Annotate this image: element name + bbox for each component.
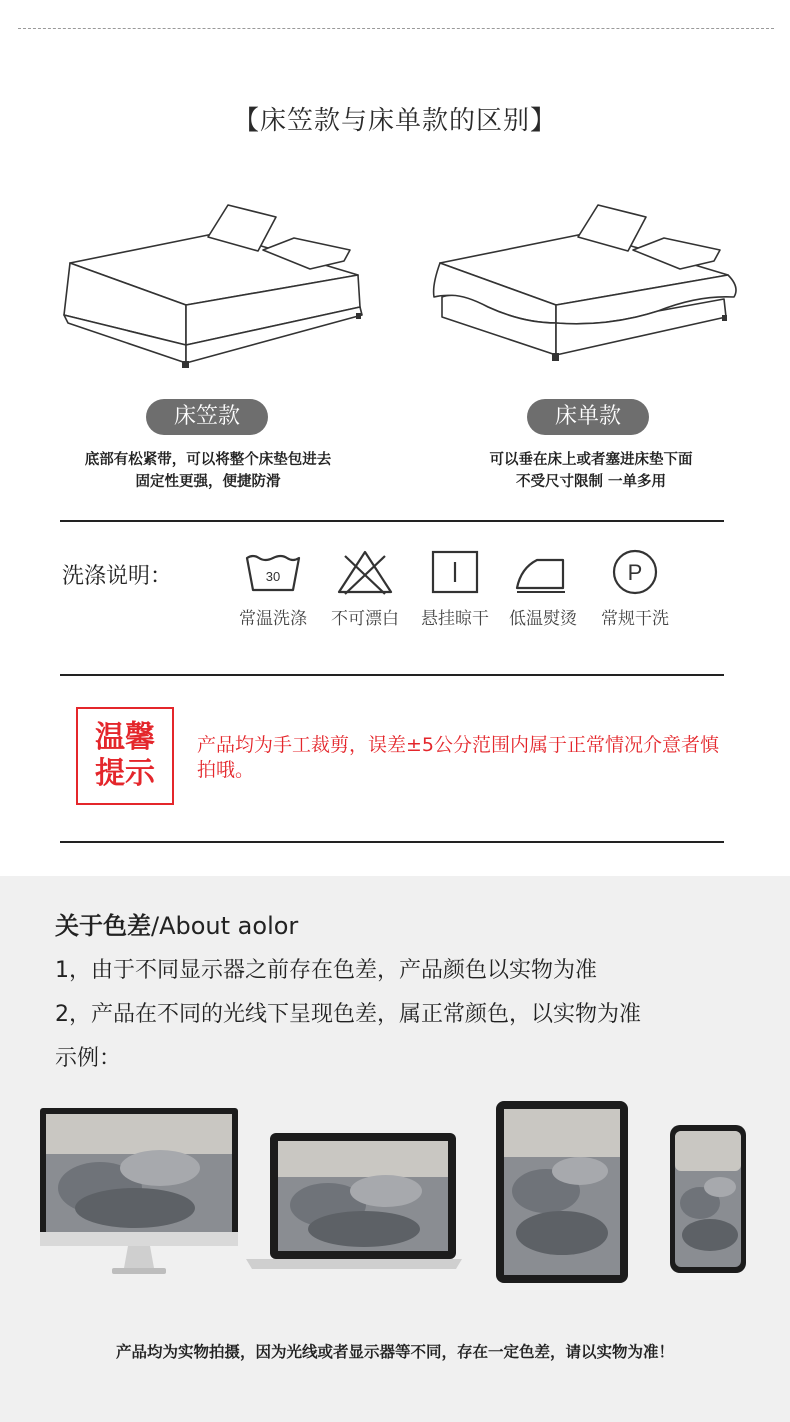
notice-badge-line2: 提示: [95, 756, 155, 791]
fitted-sheet-desc-line1: 底部有松紧带，可以将整个床垫包进去: [84, 452, 332, 468]
section-title: 【床笠款与床单款的区别】: [232, 106, 557, 136]
wash-30-icon: [243, 548, 303, 596]
flat-sheet-bed-icon: [428, 195, 738, 375]
color-line-1: 1，由于不同显示器之前存在色差，产品颜色以实物为准: [55, 958, 597, 983]
wash-item: [230, 548, 316, 629]
wash-item: [592, 548, 678, 629]
low-iron-icon: [511, 548, 575, 596]
dry-clean-symbol: P: [627, 560, 643, 585]
heading-cn: 关于色差: [55, 912, 151, 940]
wash-item: [322, 548, 408, 629]
fitted-sheet-bed-icon: [58, 195, 368, 375]
wash-item: [412, 548, 498, 629]
washing-label: 洗涤说明：: [62, 564, 173, 589]
laptop-icon: [246, 1133, 462, 1271]
footer-note: 产品均为实物拍摄，因为光线或者显示器等不同，存在一定色差，请以实物为准！: [115, 1343, 674, 1361]
color-line-2: 2，产品在不同的光线下呈现色差，属正常颜色，以实物为准: [55, 1002, 641, 1027]
wash-item-label: 常规干洗: [601, 609, 669, 629]
notice-badge: [76, 707, 174, 805]
notice-badge-line1: 温馨: [95, 720, 155, 755]
hang-dry-icon: [425, 548, 485, 596]
divider-line: [60, 841, 724, 843]
no-bleach-icon: [335, 548, 395, 596]
wash-item-label: 低温熨烫: [509, 609, 577, 629]
wash-item-label: 悬挂晾干: [421, 609, 489, 629]
wash-temperature: 30: [265, 569, 281, 584]
monitor-icon: [40, 1108, 240, 1276]
phone-icon: [670, 1125, 746, 1275]
divider-line: [60, 520, 724, 522]
example-label: 示例：: [55, 1046, 122, 1071]
notice-text: 产品均为手工裁剪，误差±5公分范围内属于正常情况介意者慎拍哦。: [197, 734, 720, 781]
tablet-icon: [496, 1101, 628, 1285]
flat-sheet-description: [426, 449, 756, 493]
fitted-sheet-desc-line2: 固定性更强，便捷防滑: [135, 474, 281, 490]
top-divider: [18, 28, 774, 29]
fitted-sheet-description: [43, 449, 373, 493]
flat-sheet-desc-line1: 可以垂在床上或者塞进床垫下面: [489, 452, 693, 468]
flat-sheet-label: 床单款: [527, 399, 649, 435]
heading-en: /About aolor: [151, 912, 299, 940]
color-difference-heading: [55, 906, 298, 941]
wash-item-label: 常温洗涤: [239, 609, 307, 629]
flat-sheet-desc-line2: 不受尺寸限制 一单多用: [515, 474, 667, 490]
dry-clean-icon: [605, 548, 665, 596]
wash-item-label: 不可漂白: [331, 609, 399, 629]
wash-item: [500, 548, 586, 629]
fitted-sheet-label: 床笠款: [146, 399, 268, 435]
divider-line: [60, 674, 724, 676]
